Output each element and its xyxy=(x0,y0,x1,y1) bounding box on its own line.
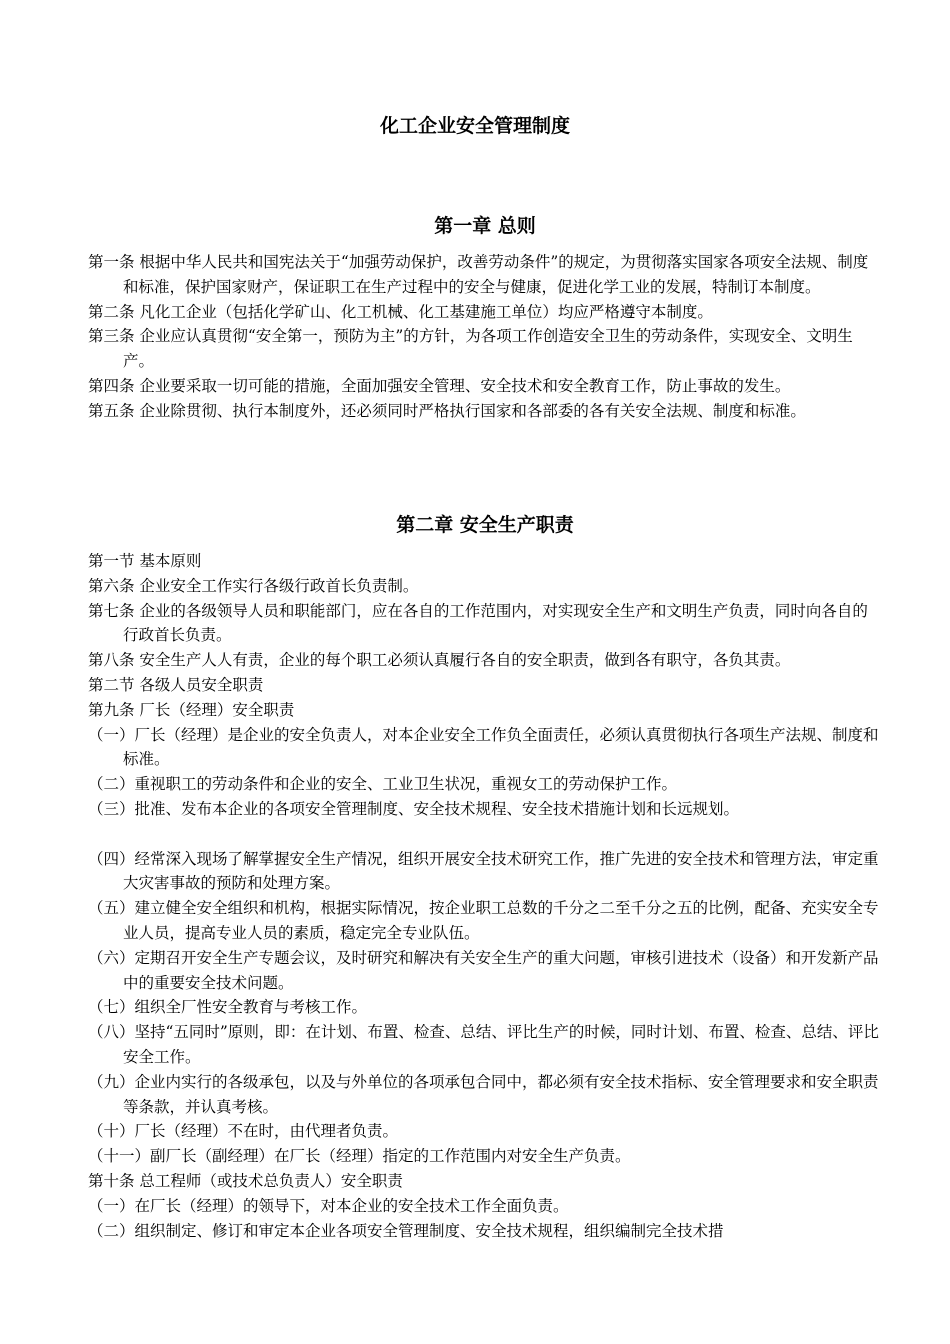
article-9-item-6: （六）定期召开安全生产专题会议，及时研究和解决有关安全生产的重大问题，审核引进技术（设备）和开发新产品中的重要安全技术问题。 xyxy=(88,948,879,992)
article-5: 第五条 企业除贯彻、执行本制度外，还必须同时严格执行国家和各部委的各有关安全法规、制度和标准。 xyxy=(88,401,806,420)
article-8: 第八条 安全生产人人有责，企业的每个职工必须认真履行各自的安全职责，做到各有职守，各负其责。 xyxy=(88,651,791,670)
article-9-item-11: （十一）副厂长（副经理）在厂长（经理）指定的工作范围内对安全生产负责。 xyxy=(88,1147,631,1166)
article-2: 第二条 凡化工企业（包括化学矿山、化工机械、化工基建施工单位）均应严格遵守本制度。 xyxy=(88,302,713,321)
article-9-item-2: （二）重视职工的劳动条件和企业的安全、工业卫生状况，重视女工的劳动保护工作。 xyxy=(88,775,678,794)
paragraph-gap xyxy=(88,822,880,847)
article-4: 第四条 企业要采取一切可能的措施，全面加强安全管理、安全技术和安全教育工作，防止事故的发生。 xyxy=(88,376,791,395)
article-1: 第一条 根据中华人民共和国宪法关于“加强劳动保护，改善劳动条件”的规定，为贯彻落实国家各项安全法规、制度和标准，保护国家财产，保证职工在生产过程中的安全与健康，促进化学工业的发展，特制订本制度。 xyxy=(88,253,869,296)
article-6: 第六条 企业安全工作实行各级行政首长负责制。 xyxy=(88,576,419,595)
document-title: 化工企业安全管理制度 xyxy=(379,115,570,137)
chapter-1-body xyxy=(88,250,880,424)
article-9-title: 第九条 厂长（经理）安全职责 xyxy=(88,700,295,719)
article-10-item-1: （一）在厂长（经理）的领导下，对本企业的安全技术工作全面负责。 xyxy=(88,1196,569,1215)
chapter-2-heading: 第二章 安全生产职责 xyxy=(396,514,574,536)
article-10-title: 第十条 总工程师（或技术总负责人）安全职责 xyxy=(88,1171,403,1190)
section-2-title: 第二节 各级人员安全职责 xyxy=(88,675,264,694)
article-9-item-3: （三）批准、发布本企业的各项安全管理制度、安全技术规程、安全技术措施计划和长远规划。 xyxy=(88,799,740,818)
chapter-1-heading: 第一章 总则 xyxy=(434,215,536,237)
article-9-item-8: （八）坚持“五同时”原则，即：在计划、布置、检查、总结、评比生产的时候，同时计划、布置、检查、总结、评比安全工作。 xyxy=(88,1023,879,1066)
article-9-item-10: （十）厂长（经理）不在时，由代理者负责。 xyxy=(88,1122,399,1141)
article-9-item-5: （五）建立健全安全组织和机构，根据实际情况，按企业职工总数的千分之二至千分之五的比例，配备、充实安全专业人员，提高专业人员的素质，稳定完全专业队伍。 xyxy=(88,899,879,942)
article-10-item-2: （二）组织制定、修订和审定本企业各项安全管理制度、安全技术规程，组织编制完全技术措 xyxy=(88,1221,724,1240)
article-9-item-9: （九）企业内实行的各级承包，以及与外单位的各项承包合同中，都必须有安全技术指标、安全管理要求和安全职责等条款，并认真考核。 xyxy=(88,1072,879,1116)
article-9-item-7: （七）组织全厂性安全教育与考核工作。 xyxy=(88,998,368,1017)
article-9-item-1: （一）厂长（经理）是企业的安全负责人，对本企业安全工作负全面责任，必须认真贯彻执行各项生产法规、制度和标准。 xyxy=(88,725,879,769)
section-1-title: 第一节 基本原则 xyxy=(88,552,202,570)
article-7: 第七条 企业的各级领导人员和职能部门，应在各自的工作范围内，对实现安全生产和文明生产负责，同时向各自的行政首长负责。 xyxy=(88,601,868,645)
article-3: 第三条 企业应认真贯彻“安全第一，预防为主”的方针，为各项工作创造安全卫生的劳动条件，实现安全、文明生产。 xyxy=(88,327,853,371)
chapter-2-body xyxy=(88,549,880,1243)
article-9-item-4: （四）经常深入现场了解掌握安全生产情况，组织开展安全技术研究工作，推广先进的安全技术和管理方法，审定重大灾害事故的预防和处理方案。 xyxy=(88,849,879,893)
